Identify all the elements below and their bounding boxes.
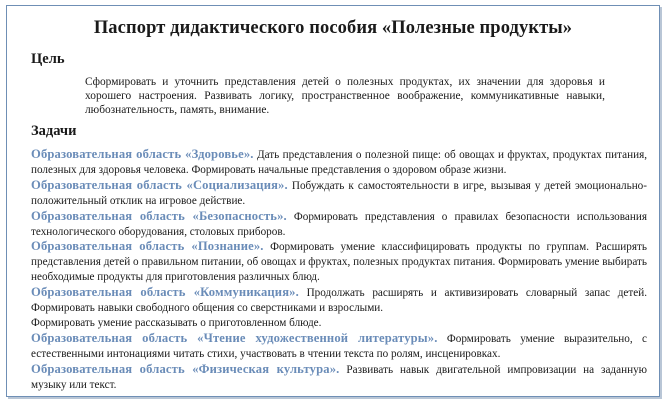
task-area-label: Образовательная область «Коммуникация». [31, 285, 299, 300]
task-text: Формировать умение классифицировать продукты по группам. Расширять представления детей о правильном питании, об овощах и фруктах, полезных продуктах питания. Формировать умение выбирать необходимые продукты для приготовления различных блюд. [31, 241, 647, 284]
task-socialization [31, 178, 647, 209]
task-area-label: Образовательная область «Познание». [31, 239, 264, 254]
task-reading [31, 331, 647, 362]
task-area-label: Образовательная область «Социализация». [31, 177, 288, 192]
task-safety [31, 209, 647, 240]
task-cognition [31, 239, 647, 285]
task-area-label: Образовательная область «Чтение художественной литературы». [31, 330, 438, 345]
task-text: Продолжать расширять и активизировать словарный запас детей. Формировать навыки свободного общения со сверстниками и взрослыми. [31, 287, 648, 315]
task-communication-extra: Формировать умение рассказывать о приготовленном блюде. [31, 316, 322, 329]
task-text: Побуждать к самостоятельности в игре, вызывая у детей эмоционально-положительный отклик на игровое действие. [31, 179, 647, 207]
tasks-heading: Задачи [31, 123, 77, 139]
task-area-label: Образовательная область «Безопасность». [31, 208, 287, 223]
task-text: Развивать навык двигательной импровизации на заданную музыку или текст. [31, 363, 648, 391]
task-health [31, 147, 647, 178]
task-text: Формировать умение выразительно, с естественными интонациями читать стихи, участвовать в чтении текста по ролям, инсценировках. [31, 332, 648, 360]
document-title: Паспорт дидактического пособия «Полезные продукты» [93, 18, 573, 38]
task-communication [31, 285, 647, 316]
task-text: Формировать представления о правилах безопасности использования технологического оборудования, столовых приборов. [31, 210, 647, 238]
task-physical-culture [31, 362, 647, 393]
task-area-label: Образовательная область «Здоровье». [31, 147, 254, 161]
document-frame [6, 5, 660, 397]
goal-heading: Цель [31, 51, 65, 67]
task-area-label: Образовательная область «Физическая культура». [31, 361, 340, 376]
tasks-list [31, 147, 647, 393]
task-text: Дать представления о полезной пище: об овощах и фруктах, продуктах питания, полезных для здоровья человека. Формировать начальные представления о здоровом образе жизни. [31, 149, 648, 176]
goal-text: Сформировать и уточнить представления детей о полезных продуктах, их значении для здоровья и хорошего настроения. Развивать логику, пространственное воображение, коммуникативные навыки, любознательность, память, внимание. [85, 76, 605, 117]
